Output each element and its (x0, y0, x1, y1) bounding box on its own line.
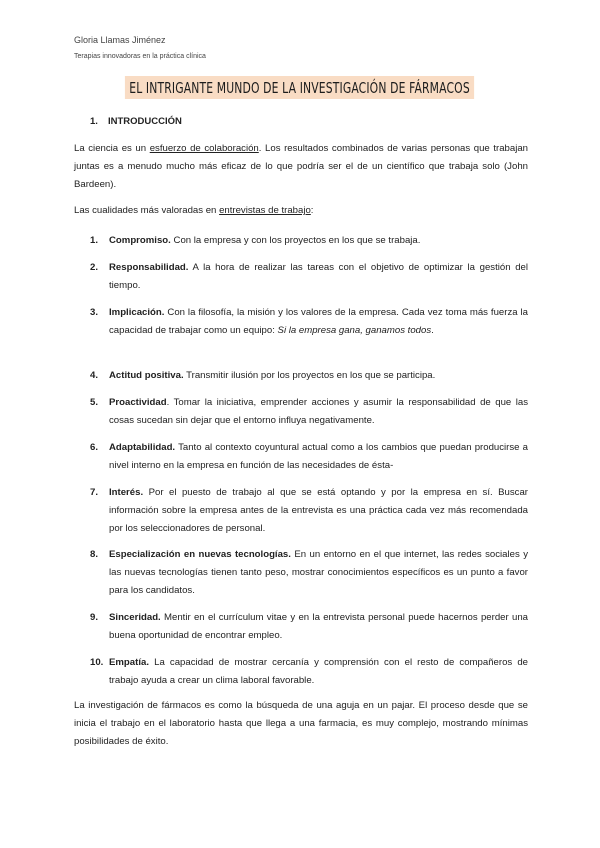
item-term: Interés. (109, 487, 144, 498)
item-term: Responsabilidad. (109, 262, 189, 273)
intro-text-a: La ciencia es un (74, 143, 150, 154)
list-item (74, 367, 528, 385)
document-title: EL INTRIGANTE MUNDO DE LA INVESTIGACIÓN DE FÁRMACOS (125, 76, 474, 99)
item-term: Empatía. (109, 657, 149, 668)
item-desc: Transmitir ilusión por los proyectos en los que se participa. (183, 370, 436, 381)
item-number: 10. (90, 657, 104, 668)
qualities-text-a: Las cualidades más valoradas en (74, 205, 220, 216)
qualities-text-b: : (310, 205, 314, 216)
item-term: Sinceridad. (109, 612, 161, 623)
item-term: Adaptabilidad. (109, 442, 176, 453)
collaboration-link[interactable]: esfuerzo de colaboración (149, 143, 259, 154)
interviews-link[interactable]: entrevistas de trabajo (219, 205, 311, 216)
qualities-intro (74, 202, 528, 220)
list-item (74, 394, 528, 430)
item-number: 4. (90, 370, 99, 381)
list-item (74, 546, 528, 600)
item-number: 3. (90, 307, 99, 318)
item-number: 5. (90, 397, 99, 408)
closing-paragraph: La investigación de fármacos es como la búsqueda de una aguja en un pajar. El proceso desde que se inicia el trabajo en el laboratorio hasta que llega a una farmacia, es muy complejo, mostrando mínimas posibilidades de éxito. (74, 700, 528, 747)
item-number: 9. (90, 612, 99, 623)
page-header (74, 34, 206, 63)
item-number: 8. (90, 549, 99, 560)
item-term: Compromiso. (109, 235, 171, 246)
list-item (74, 304, 528, 340)
item-desc: La capacidad de mostrar cercanía y comprensión con el resto de compañeros de trabajo ayuda a crear un clima laboral favorable. (109, 657, 528, 686)
item-desc: Con la empresa y con los proyectos en los que se trabaja. (170, 235, 421, 246)
item-desc: Tanto al contexto coyuntural actual como a los cambios que puedan producirse a nivel interno en la empresa en función de las necesidades de ésta- (109, 442, 528, 471)
item-desc: Mentir en el currículum vitae y en la entrevista personal puede hacernos perder una buena oportunidad de encontrar empleo. (109, 612, 528, 641)
list-item (74, 232, 528, 250)
list-item (74, 259, 528, 295)
item-desc: A la hora de realizar las tareas con el objetivo de optimizar la gestión del tiempo. (109, 262, 528, 291)
list-item (74, 439, 528, 475)
section-heading (90, 116, 182, 127)
intro-text-b: . Los resultados combinados de varias personas que trabajan juntas es a menudo mucho más eficaz de lo que podría ser el de un científico que trabaja solo (John Bardeen). (74, 143, 529, 190)
section-label: INTRODUCCIÓN (108, 116, 182, 127)
list-item (74, 654, 528, 690)
item-term: Especialización en nuevas tecnologías. (109, 549, 291, 560)
author-name: Gloria Llamas Jiménez (74, 35, 166, 45)
item-desc: Con la filosofía, la misión y los valores de la empresa. Cada vez toma más fuerza la capacidad de trabajar como un equipo: (109, 307, 528, 336)
item-quote: Si la empresa gana, ganamos todos (277, 325, 432, 336)
item-tail: . (431, 325, 434, 336)
item-desc: En un entorno en el que internet, las redes sociales y las nuevas tecnologías tienen tanto peso, mostrar conocimientos específicos es un punto a favor para los candidatos. (109, 549, 528, 596)
item-number: 6. (90, 442, 99, 453)
item-number: 2. (90, 262, 99, 273)
title-wrap (0, 76, 600, 99)
item-term: Implicación. (109, 307, 165, 318)
item-term: Actitud positiva. (109, 370, 184, 381)
item-term: Proactividad (109, 397, 167, 408)
list-item (74, 609, 528, 645)
item-desc: . Tomar la iniciativa, emprender acciones y asumir la responsabilidad de que las cosas sucedan sin dejar que el entorno influya negativamente. (109, 397, 528, 426)
section-number: 1. (90, 116, 98, 127)
item-number: 1. (90, 235, 99, 246)
item-number: 7. (90, 487, 99, 498)
item-desc: Por el puesto de trabajo al que se está optando y por la empresa en sí. Buscar información sobre la empresa antes de la entrevista es una práctica cada vez más recomendada por los seleccionadores de personal. (109, 487, 528, 534)
course-name: Terapias innovadoras en la práctica clínica (74, 53, 206, 60)
intro-paragraph (74, 140, 528, 194)
list-item (74, 484, 528, 538)
